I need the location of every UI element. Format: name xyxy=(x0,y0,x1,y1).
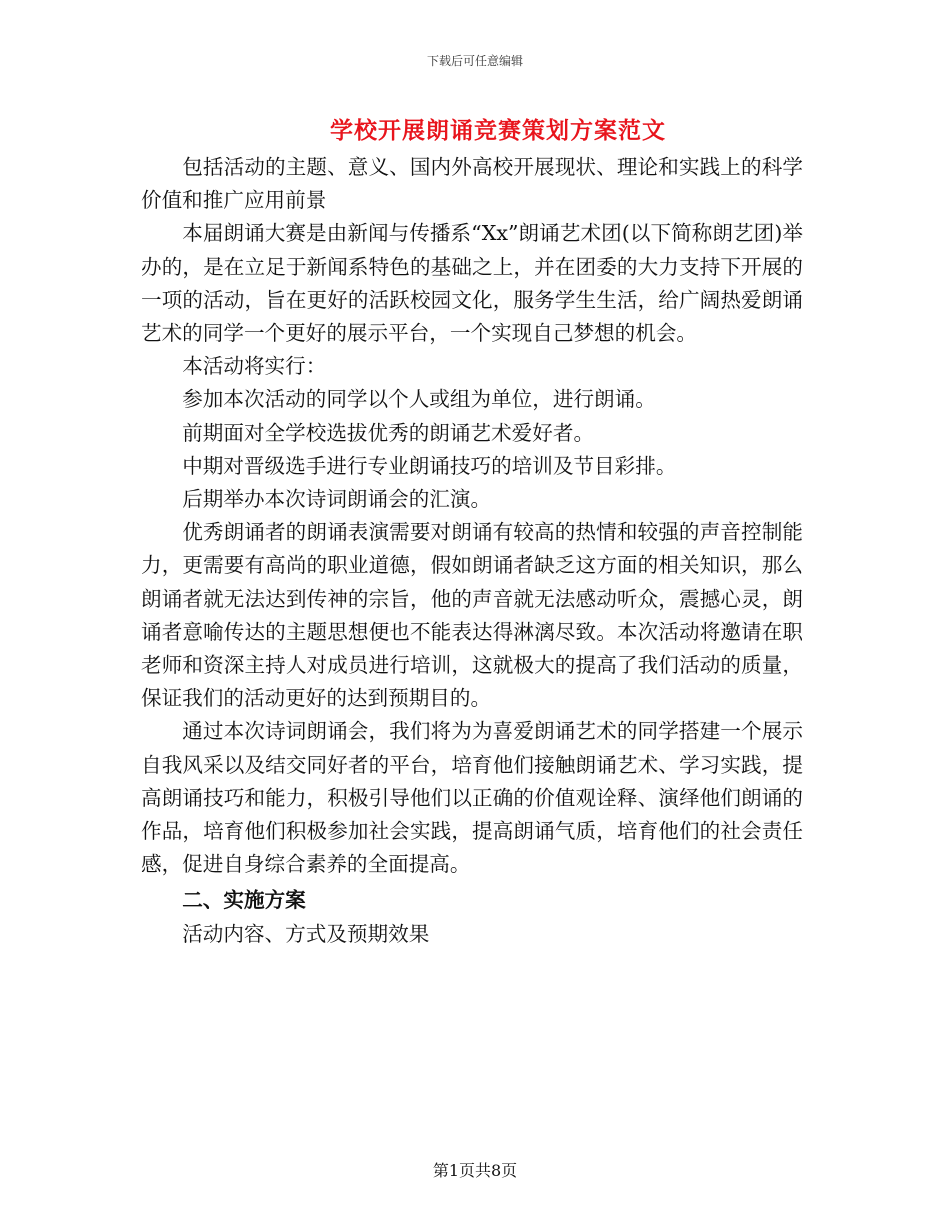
header-note: 下载后可任意编辑 xyxy=(426,54,523,68)
paragraph: 包括活动的主题、意义、国内外高校开展现状、理论和实践上的科学价值和推广应用前景 xyxy=(141,155,803,213)
paragraph: 本届朗诵大赛是由新闻与传播系“Xx”朗诵艺术团(以下简称朗艺团)举办的，是在立足于新闻系特色的基础之上，并在团委的大力支持下开展的一项的活动，旨在更好的活跃校园文化，服务学生生活，给广阔热爱朗诵艺术的同学一个更好的展示平台，一个实现自己梦想的机会。 xyxy=(141,221,803,346)
paragraph: 优秀朗诵者的朗诵表演需要对朗诵有较高的热情和较强的声音控制能力，更需要有高尚的职业道德，假如朗诵者缺乏这方面的相关知识，那么朗诵者就无法达到传神的宗旨，他的声音就无法感动听众，震撼心灵，朗诵者意喻传达的主题思想便也不能表达得淋漓尽致。本次活动将邀请在职老师和资深主持人对成员进行培训，这就极大的提高了我们活动的质量，保证我们的活动更好的达到预期目的。 xyxy=(141,520,803,711)
paragraph: 本活动将实行： xyxy=(182,354,327,379)
paragraph: 后期举办本次诗词朗诵会的汇演。 xyxy=(182,487,492,512)
paragraph: 参加本次活动的同学以个人或组为单位，进行朗诵。 xyxy=(182,387,656,412)
paragraph: 中期对晋级选手进行专业朗诵技巧的培训及节目彩排。 xyxy=(182,453,677,478)
section-paragraph: 活动内容、方式及预期效果 xyxy=(182,921,430,946)
document-body xyxy=(141,151,803,951)
section-heading: 二、实施方案 xyxy=(182,888,306,913)
page-number: 第1页共8页 xyxy=(432,1161,518,1180)
paragraph: 前期面对全学校选拔优秀的朗诵艺术爱好者。 xyxy=(182,420,595,445)
document-title: 学校开展朗诵竞赛策划方案范文 xyxy=(330,117,666,144)
paragraph: 通过本次诗词朗诵会，我们将为为喜爱朗诵艺术的同学搭建一个展示自我风采以及结交同好者的平台，培育他们接触朗诵艺术、学习实践，提高朗诵技巧和能力，积极引导他们以正确的价值观诠释、演绎他们朗诵的作品，培育他们积极参加社会实践，提高朗诵气质，培育他们的社会责任感，促进自身综合素养的全面提高。 xyxy=(141,719,803,877)
